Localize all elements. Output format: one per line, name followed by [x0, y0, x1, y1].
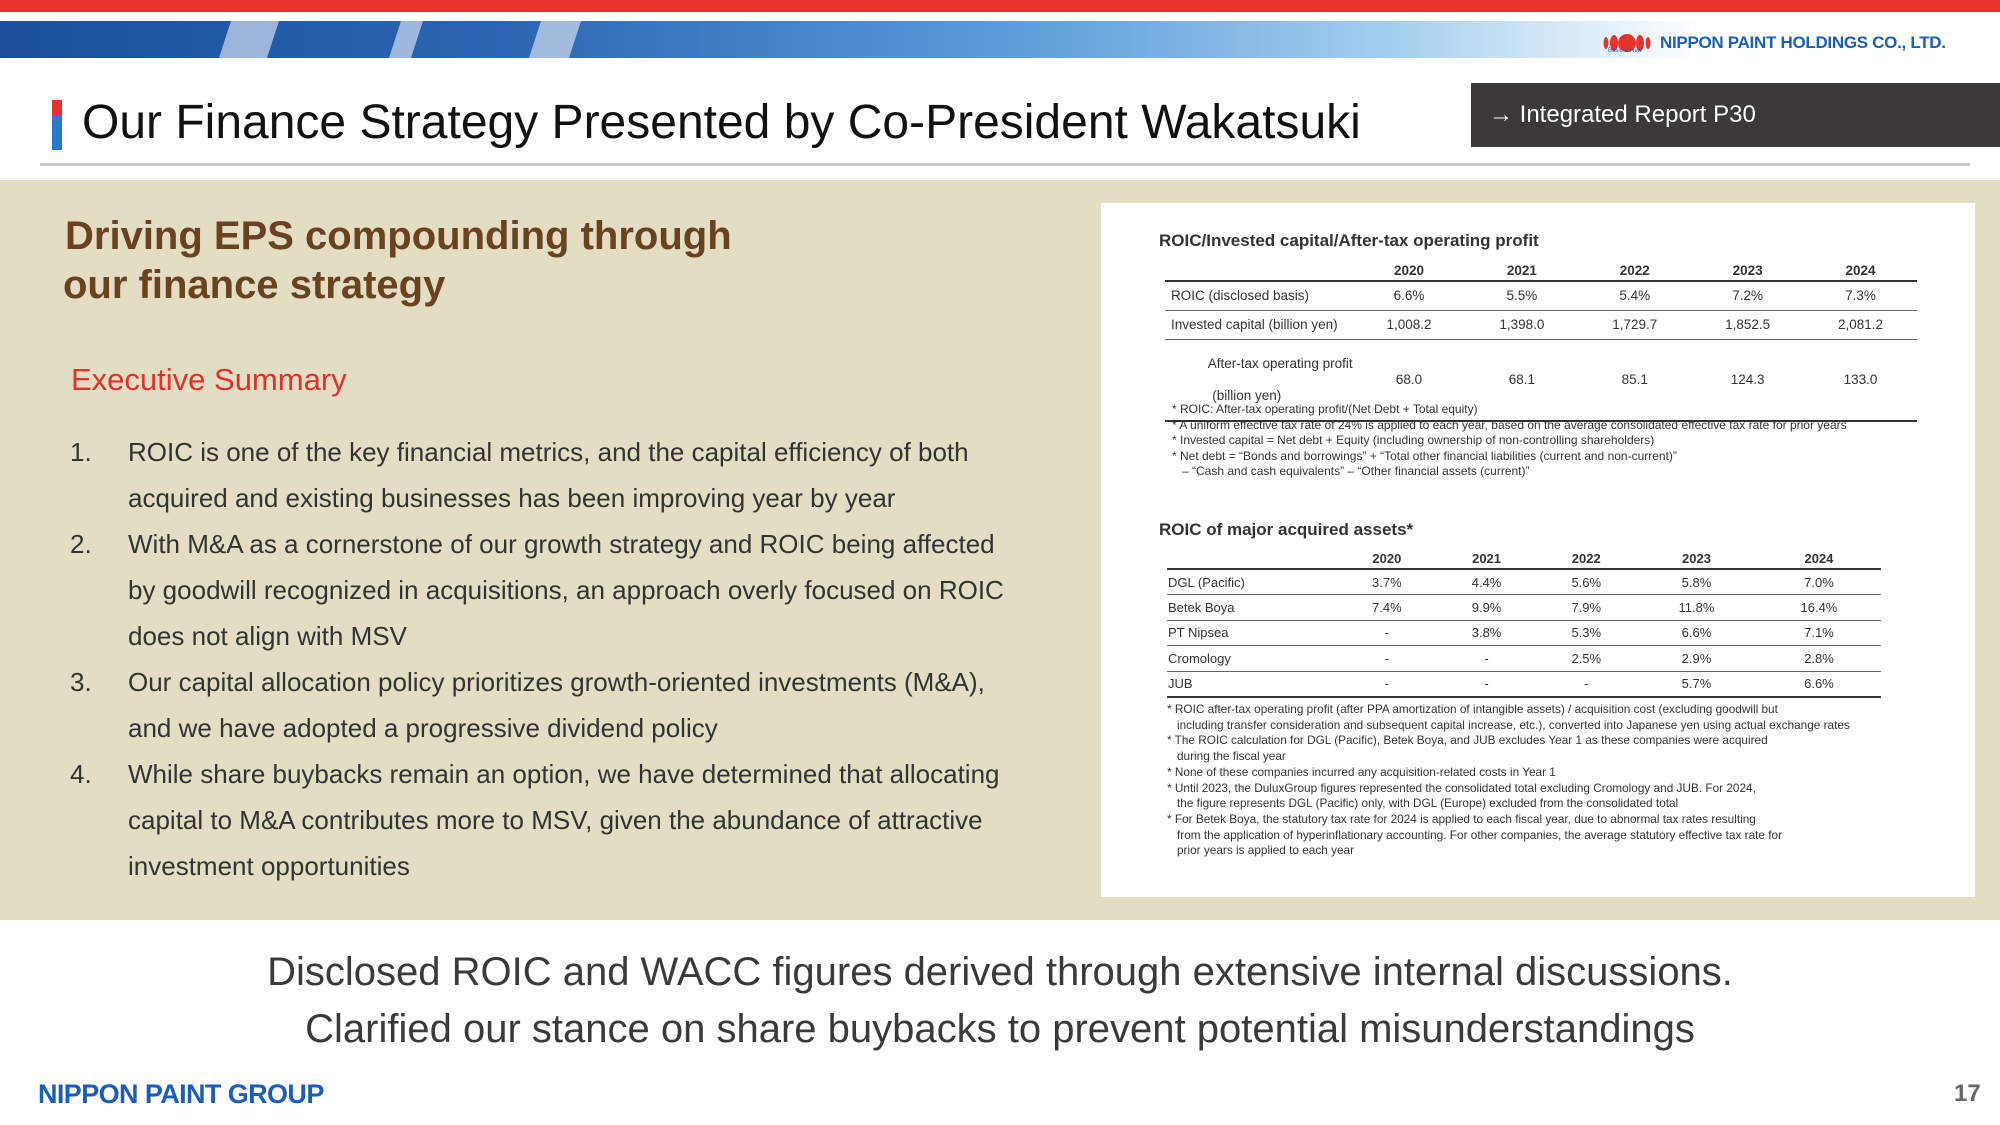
year-header: 2021 — [1437, 549, 1537, 569]
roic-invested-capital-table — [1165, 261, 1917, 422]
cell: 11.8% — [1636, 595, 1757, 621]
note-line: from the application of hyperinflationary accounting. For other companies, the average statutory effective tax rate for — [1177, 827, 1783, 842]
table2-notes — [1167, 702, 1957, 859]
company-logo — [1600, 26, 1946, 60]
cell: 5.5% — [1465, 281, 1578, 310]
note-line: prior years is applied to each year — [1177, 843, 1355, 858]
year-header: 2024 — [1804, 261, 1917, 281]
lead-heading — [65, 212, 732, 310]
cell: - — [1337, 646, 1437, 672]
cell: 5.8% — [1636, 569, 1757, 595]
table-row — [1167, 646, 1881, 672]
year-header: 2020 — [1337, 549, 1437, 569]
cell: 1,398.0 — [1465, 310, 1578, 339]
cell: 5.7% — [1636, 671, 1757, 697]
cell: 9.9% — [1437, 595, 1537, 621]
cell: 133.0 — [1804, 339, 1917, 421]
note-line: * For Betek Boya, the statutory tax rate for 2024 is applied to each fiscal year, due to abnormal tax rates resulting — [1167, 811, 1756, 826]
note-line: * Net debt = “Bonds and borrowings” + “Total other financial liabilities (current and non-current)” — [1172, 448, 1677, 463]
table-row — [1167, 620, 1881, 646]
year-header: 2022 — [1536, 549, 1636, 569]
cell: 124.3 — [1691, 339, 1804, 421]
cell: - — [1437, 646, 1537, 672]
year-header: 2021 — [1465, 261, 1578, 281]
table-row — [1167, 671, 1881, 697]
note-line: * Until 2023, the DuluxGroup figures represented the consolidated total excluding Cromology and JUB. For 2024, — [1167, 780, 1756, 795]
note-line: * The ROIC calculation for DGL (Pacific), Betek Boya, and JUB excludes Year 1 as these companies were acquired — [1167, 733, 1768, 748]
row-label: JUB — [1167, 671, 1337, 697]
row-label: Betek Boya — [1167, 595, 1337, 621]
cell: 1,852.5 — [1691, 310, 1804, 339]
cell: 7.9% — [1536, 595, 1636, 621]
header-blank — [1165, 261, 1353, 281]
cell: 16.4% — [1757, 595, 1881, 621]
cell: 2.5% — [1536, 646, 1636, 672]
year-header: 2023 — [1636, 549, 1757, 569]
table-row — [1165, 281, 1917, 310]
item-number: 1. — [70, 437, 92, 467]
note-line: * A uniform effective tax rate of 24% is applied to each year, based on the average consolidated effective tax rate for prior years — [1172, 417, 1847, 432]
cell: 7.2% — [1691, 281, 1804, 310]
lead-line-2: our finance strategy — [63, 263, 446, 307]
lead-line-1: Driving EPS compounding through — [65, 214, 732, 258]
cell: 5.4% — [1578, 281, 1691, 310]
cell: 7.3% — [1804, 281, 1917, 310]
acquired-assets-roic-table — [1167, 549, 1881, 698]
cell: - — [1437, 671, 1537, 697]
year-header: 2023 — [1691, 261, 1804, 281]
row-label-line: After-tax operating profit — [1207, 355, 1353, 371]
cell: 1,008.2 — [1353, 310, 1466, 339]
table-header-row — [1167, 549, 1881, 569]
row-label: DGL (Pacific) — [1167, 569, 1337, 595]
company-name: NIPPON PAINT HOLDINGS CO., LTD. — [1660, 33, 1946, 52]
cell: - — [1337, 620, 1437, 646]
title-divider — [40, 163, 1970, 166]
row-label-line: (billion yen) — [1208, 387, 1282, 403]
logo-tagline: Basic & New — [1608, 48, 1643, 54]
row-label: ROIC (disclosed basis) — [1165, 281, 1353, 310]
group-logo: NIPPON PAINT GROUP — [38, 1079, 324, 1109]
key-message-line-2: Clarified our stance on share buybacks to prevent potential misunderstandings — [305, 1007, 1695, 1051]
key-message-line-1: Disclosed ROIC and WACC figures derived through extensive internal discussions. — [267, 950, 1733, 994]
cell: - — [1536, 671, 1636, 697]
item-number: 3. — [70, 667, 92, 697]
page-number: 17 — [1954, 1080, 1981, 1107]
cell: 68.1 — [1465, 339, 1578, 421]
note-line: * None of these companies incurred any acquisition-related costs in Year 1 — [1167, 764, 1556, 779]
cell: 5.6% — [1536, 569, 1636, 595]
cell: 2.8% — [1757, 646, 1881, 672]
page-title: Our Finance Strategy Presented by Co-President Wakatsuki — [82, 96, 1361, 149]
cell: 6.6% — [1636, 620, 1757, 646]
table1-notes — [1172, 402, 1962, 480]
cell: - — [1337, 671, 1437, 697]
cell: 3.7% — [1337, 569, 1437, 595]
row-label: Invested capital (billion yen) — [1165, 310, 1353, 339]
header-blank — [1167, 549, 1337, 569]
list-item — [70, 751, 1020, 889]
year-header: 2022 — [1578, 261, 1691, 281]
table-row — [1167, 595, 1881, 621]
list-item — [70, 659, 1020, 751]
list-item — [70, 429, 1020, 521]
roic-tables-panel — [1101, 203, 1975, 897]
note-line: * ROIC after-tax operating profit (after PPA amortization of intangible assets) / acquisition cost (excluding goodwill but — [1167, 702, 1778, 716]
note-line: – “Cash and cash equivalents” – “Other financial assets (current)” — [1182, 464, 1530, 478]
cell: 5.3% — [1536, 620, 1636, 646]
item-text: Our capital allocation policy prioritizes growth-oriented investments (M&A), and we have adopted a progressive dividend policy — [128, 667, 985, 743]
table1-title: ROIC/Invested capital/After-tax operating profit — [1159, 231, 1539, 250]
note-line: during the fiscal year — [1177, 749, 1286, 764]
cell: 6.6% — [1757, 671, 1881, 697]
year-header: 2020 — [1353, 261, 1466, 281]
list-item — [70, 521, 1020, 659]
cell: 68.0 — [1353, 339, 1466, 421]
table2-title: ROIC of major acquired assets* — [1159, 520, 1414, 539]
key-message — [0, 944, 2000, 1058]
item-text: While share buybacks remain an option, we have determined that allocating capital to M&A contributes more to MSV, given the abundance of attractive investment opportunities — [128, 759, 1000, 881]
cell: 2.9% — [1636, 646, 1757, 672]
table-row — [1165, 310, 1917, 339]
note-line: * ROIC: After-tax operating profit/(Net Debt + Total equity) — [1172, 402, 1478, 416]
executive-summary-title: Executive Summary — [71, 362, 347, 397]
cell: 3.8% — [1437, 620, 1537, 646]
top-accent-bar — [0, 0, 2000, 12]
cell: 7.0% — [1757, 569, 1881, 595]
row-label: Cromology — [1167, 646, 1337, 672]
item-number: 4. — [70, 759, 92, 789]
cell: 2,081.2 — [1804, 310, 1917, 339]
note-line: the figure represents DGL (Pacific) only, with DGL (Europe) excluded from the consolidated total — [1177, 796, 1679, 811]
integrated-report-link[interactable]: → Integrated Report P30 — [1471, 83, 2000, 147]
item-text: ROIC is one of the key financial metrics, and the capital efficiency of both acquired and existing businesses has been improving year by year — [128, 437, 969, 513]
table-row — [1167, 569, 1881, 595]
cell: 1,729.7 — [1578, 310, 1691, 339]
cell: 6.6% — [1353, 281, 1466, 310]
item-text: With M&A as a cornerstone of our growth strategy and ROIC being affected by goodwill recognized in acquisitions, an approach overly focused on ROIC does not align with MSV — [128, 529, 1004, 651]
title-marker — [52, 100, 62, 150]
table-header-row — [1165, 261, 1917, 281]
row-label: PT Nipsea — [1167, 620, 1337, 646]
cell: 85.1 — [1578, 339, 1691, 421]
summary-list — [70, 429, 1020, 889]
cell: 7.4% — [1337, 595, 1437, 621]
item-number: 2. — [70, 529, 92, 559]
note-line: including transfer consideration and subsequent capital increase, etc.), converted into Japanese yen using actual exchange rates — [1177, 717, 1850, 732]
cell: 7.1% — [1757, 620, 1881, 646]
year-header: 2024 — [1757, 549, 1881, 569]
note-line: * Invested capital = Net debt + Equity (including ownership of non-controlling shareholders) — [1172, 433, 1655, 447]
cell: 4.4% — [1437, 569, 1537, 595]
